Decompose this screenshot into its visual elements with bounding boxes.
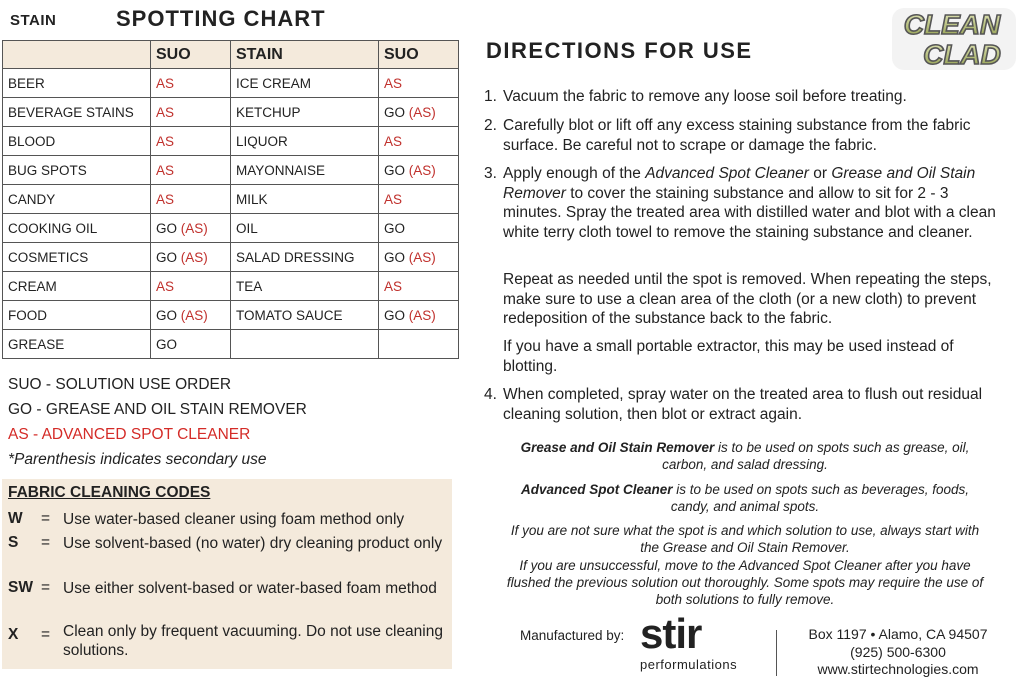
fabric-codes-title: FABRIC CLEANING CODES <box>8 484 211 501</box>
suo-cell: AS <box>151 156 231 185</box>
suo-cell: AS <box>151 98 231 127</box>
stain-cell: MILK <box>231 185 379 214</box>
legend-go: GO - GREASE AND OIL STAIN REMOVER <box>8 401 307 418</box>
legend-suo: SUO - SOLUTION USE ORDER <box>8 376 232 393</box>
stain-cell: BEVERAGE STAINS <box>3 98 151 127</box>
note-unsure: If you are not sure what the spot is and which solution to use, always start with the Grease and Oil Stain Remover. <box>510 523 980 555</box>
stain-cell: GREASE <box>3 330 151 359</box>
stain-cell: COOKING OIL <box>3 214 151 243</box>
direction-step-3-extractor: If you have a small portable extractor, this may be used instead of blotting. <box>503 338 954 375</box>
code-description: Use either solvent-based or water-based foam method <box>63 580 437 597</box>
note-grease-remover: Grease and Oil Stain Remover is to be used on spots such as grease, oil, carbon, and salad dressing. <box>520 440 970 472</box>
suo-cell: AS <box>151 127 231 156</box>
suo-cell: GO (AS) <box>379 98 459 127</box>
stain-cell: ICE CREAM <box>231 69 379 98</box>
table-header-row <box>3 41 459 69</box>
stain-cell: SALAD DRESSING <box>231 243 379 272</box>
column-header: STAIN <box>231 41 379 69</box>
equals-sign: = <box>41 510 51 527</box>
legend-parenthesis-note: *Parenthesis indicates secondary use <box>8 451 267 468</box>
table-row <box>3 330 459 359</box>
stain-cell: MAYONNAISE <box>231 156 379 185</box>
direction-step-2: 2. Carefully blot or lift off any excess staining substance from the fabric surface. Be careful not to scrape or damage the fabric. <box>484 117 971 154</box>
suo-cell: GO (AS) <box>379 243 459 272</box>
suo-cell: GO (AS) <box>151 214 231 243</box>
suo-cell: GO <box>151 330 231 359</box>
spotting-chart-table <box>2 40 459 359</box>
direction-step-1: 1. Vacuum the fabric to remove any loose soil before treating. <box>484 88 907 105</box>
directions-title: DIRECTIONS FOR USE <box>486 38 753 63</box>
table-row <box>3 243 459 272</box>
code-description: Clean only by frequent vacuuming. Do not use cleaning solutions. <box>63 623 443 659</box>
note-spot-cleaner: Advanced Spot Cleaner is to be used on spots such as beverages, foods, candy, and animal spots. <box>521 482 969 514</box>
stain-column-label: STAIN <box>10 12 57 29</box>
column-header <box>3 41 151 69</box>
page-title: SPOTTING CHART <box>116 6 326 31</box>
stain-cell <box>231 330 379 359</box>
clean-clad-logo <box>890 4 1018 74</box>
equals-sign: = <box>41 626 51 643</box>
manufactured-by-label: Manufactured by: <box>520 628 625 643</box>
code-description: Use water-based cleaner using foam method only <box>63 511 405 528</box>
suo-cell: GO <box>379 214 459 243</box>
code-key: SW <box>8 579 33 596</box>
svg-text:CLEAN: CLEAN <box>903 9 1001 40</box>
suo-cell: AS <box>379 185 459 214</box>
table-row <box>3 98 459 127</box>
suo-cell: AS <box>151 185 231 214</box>
suo-cell: AS <box>151 69 231 98</box>
stain-cell: TOMATO SAUCE <box>231 301 379 330</box>
suo-cell: AS <box>151 272 231 301</box>
column-header: SUO <box>379 41 459 69</box>
stain-cell: CANDY <box>3 185 151 214</box>
equals-sign: = <box>41 534 51 551</box>
stain-cell: KETCHUP <box>231 98 379 127</box>
equals-sign: = <box>41 579 51 596</box>
column-header: SUO <box>151 41 231 69</box>
code-key: S <box>8 534 19 551</box>
suo-cell: GO (AS) <box>151 301 231 330</box>
footer-divider <box>776 630 777 676</box>
code-key: X <box>8 626 19 643</box>
stain-cell: TEA <box>231 272 379 301</box>
phone: (925) 500-6300 <box>850 644 946 660</box>
brand-subtitle: performulations <box>640 657 738 672</box>
suo-cell <box>379 330 459 359</box>
note-unsuccessful: If you are unsuccessful, move to the Advanced Spot Cleaner after you have flushed the previous solution out thoroughly. Some spots may require the use of both solutions to fully remove. <box>506 558 984 607</box>
suo-cell: AS <box>379 127 459 156</box>
stain-cell: OIL <box>231 214 379 243</box>
table-row <box>3 69 459 98</box>
table-row <box>3 185 459 214</box>
table-row <box>3 214 459 243</box>
svg-text:CLAD: CLAD <box>923 39 1001 70</box>
suo-cell: AS <box>379 69 459 98</box>
stain-cell: BEER <box>3 69 151 98</box>
legend-as: AS - ADVANCED SPOT CLEANER <box>8 426 251 443</box>
stain-cell: BUG SPOTS <box>3 156 151 185</box>
table-row <box>3 127 459 156</box>
stain-cell: BLOOD <box>3 127 151 156</box>
suo-cell: GO (AS) <box>379 156 459 185</box>
stain-cell: COSMETICS <box>3 243 151 272</box>
table-row <box>3 272 459 301</box>
direction-step-4: 4. When completed, spray water on the treated area to flush out residual cleaning solution, then blot or extract again. <box>484 386 983 423</box>
suo-cell: GO (AS) <box>151 243 231 272</box>
website: www.stirtechnologies.com <box>817 661 979 677</box>
stir-brand-logo: stir <box>640 610 702 657</box>
address: Box 1197 • Alamo, CA 94507 <box>808 626 988 642</box>
direction-step-3-repeat: Repeat as needed until the spot is removed. When repeating the steps, make sure to use a clean area of the cloth (or a new cloth) to prevent redeposition of the substance back to the fabric. <box>503 271 992 327</box>
table-row <box>3 156 459 185</box>
code-description: Use solvent-based (no water) dry cleaning product only <box>63 535 443 552</box>
direction-step-3: 3. Apply enough of the Advanced Spot Cleaner or Grease and Oil Stain Remover to cover the staining substance and allow to sit for 2 - 3 minutes. Spray the treated area with distilled water and blot with a clean white terry cloth towel to remove the staining substance and cleaner. <box>484 165 996 241</box>
suo-cell: AS <box>379 272 459 301</box>
stain-cell: CREAM <box>3 272 151 301</box>
code-key: W <box>8 510 23 527</box>
stain-cell: LIQUOR <box>231 127 379 156</box>
stain-cell: FOOD <box>3 301 151 330</box>
table-row <box>3 301 459 330</box>
table-body <box>3 69 459 359</box>
suo-cell: GO (AS) <box>379 301 459 330</box>
